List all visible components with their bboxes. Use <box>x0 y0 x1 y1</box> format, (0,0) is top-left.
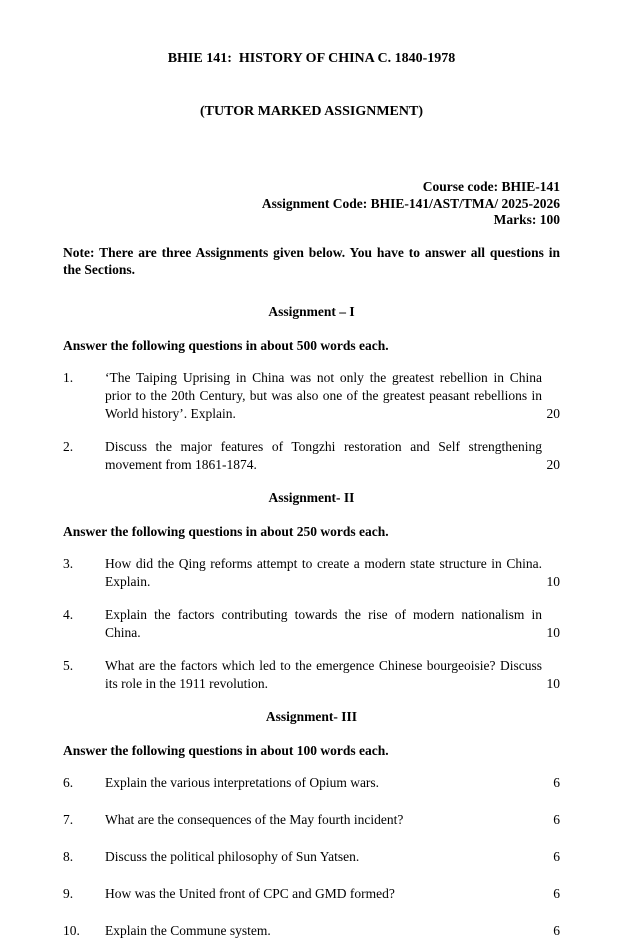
section-assignment-3 <box>63 708 560 940</box>
question-number: 2. <box>63 438 74 454</box>
question-text: Explain the various interpretations of Opium wars. <box>105 774 380 790</box>
question-number: 8. <box>63 848 74 864</box>
question-row <box>63 848 560 866</box>
course-code: Course code: BHIE-141 <box>422 179 560 194</box>
section-assignment-2 <box>63 489 560 693</box>
question-number: 3. <box>63 555 74 571</box>
question-text: How did the Qing reforms attempt to create a modern state structure in China. Explain. <box>105 555 542 589</box>
section-heading: Assignment- II <box>268 489 355 505</box>
question-number: 7. <box>63 811 74 827</box>
question-row <box>63 885 560 903</box>
question-number: 5. <box>63 657 74 673</box>
question-row <box>63 438 560 474</box>
question-number: 4. <box>63 606 74 622</box>
section-instruction: Answer the following questions in about 250 words each. <box>63 523 389 539</box>
question-marks: 10 <box>546 624 560 640</box>
question-number: 1. <box>63 369 74 385</box>
question-row <box>63 811 560 829</box>
assignment-type-title: (TUTOR MARKED ASSIGNMENT) <box>200 103 423 119</box>
question-marks: 6 <box>553 811 560 827</box>
section-heading: Assignment- III <box>265 708 358 724</box>
question-row <box>63 555 560 591</box>
section-heading: Assignment – I <box>268 303 355 319</box>
assignment-code: Assignment Code: BHIE-141/AST/TMA/ 2025-2026 <box>261 195 560 211</box>
question-row <box>63 922 560 940</box>
question-marks: 6 <box>553 922 560 938</box>
question-text: What are the factors which led to the emergence Chinese bourgeoisie? Discuss its role in the 1911 revolution. <box>105 657 542 691</box>
question-text: Discuss the major features of Tongzhi restoration and Self strengthening movement from 1861-1874. <box>105 438 542 472</box>
question-text: How was the United front of CPC and GMD formed? <box>105 885 395 901</box>
question-text: What are the consequences of the May fourth incident? <box>105 811 404 827</box>
note-text: Note: There are three Assignments given below. You have to answer all questions in the Sections. <box>63 244 560 277</box>
total-marks: Marks: 100 <box>493 212 560 227</box>
document-title <box>63 15 560 155</box>
question-text: Explain the Commune system. <box>105 922 271 938</box>
question-marks: 10 <box>546 573 560 589</box>
question-row <box>63 774 560 792</box>
course-title: BHIE 141: HISTORY OF CHINA C. 1840-1978 <box>167 51 456 66</box>
question-marks: 10 <box>546 675 560 691</box>
question-text: ‘The Taiping Uprising in China was not only the greatest rebellion in China prior to the 20th Century, but was also one of the greatest peasant rebellions in World history’. Explain. <box>105 369 542 421</box>
question-marks: 6 <box>553 774 560 790</box>
section-instruction: Answer the following questions in about 500 words each. <box>63 337 389 353</box>
question-marks: 20 <box>546 405 560 421</box>
question-row <box>63 657 560 693</box>
question-marks: 20 <box>546 456 560 472</box>
question-row <box>63 606 560 642</box>
section-instruction: Answer the following questions in about 100 words each. <box>63 742 389 758</box>
question-text: Discuss the political philosophy of Sun Yatsen. <box>105 848 360 864</box>
question-number: 10. <box>63 922 80 938</box>
question-text: Explain the factors contributing towards the rise of modern nationalism in China. <box>105 606 542 640</box>
question-row <box>63 369 560 423</box>
section-assignment-1 <box>63 303 560 474</box>
question-marks: 6 <box>553 885 560 901</box>
question-number: 6. <box>63 774 74 790</box>
question-number: 9. <box>63 885 74 901</box>
question-marks: 6 <box>553 848 560 864</box>
header-meta <box>63 179 560 229</box>
